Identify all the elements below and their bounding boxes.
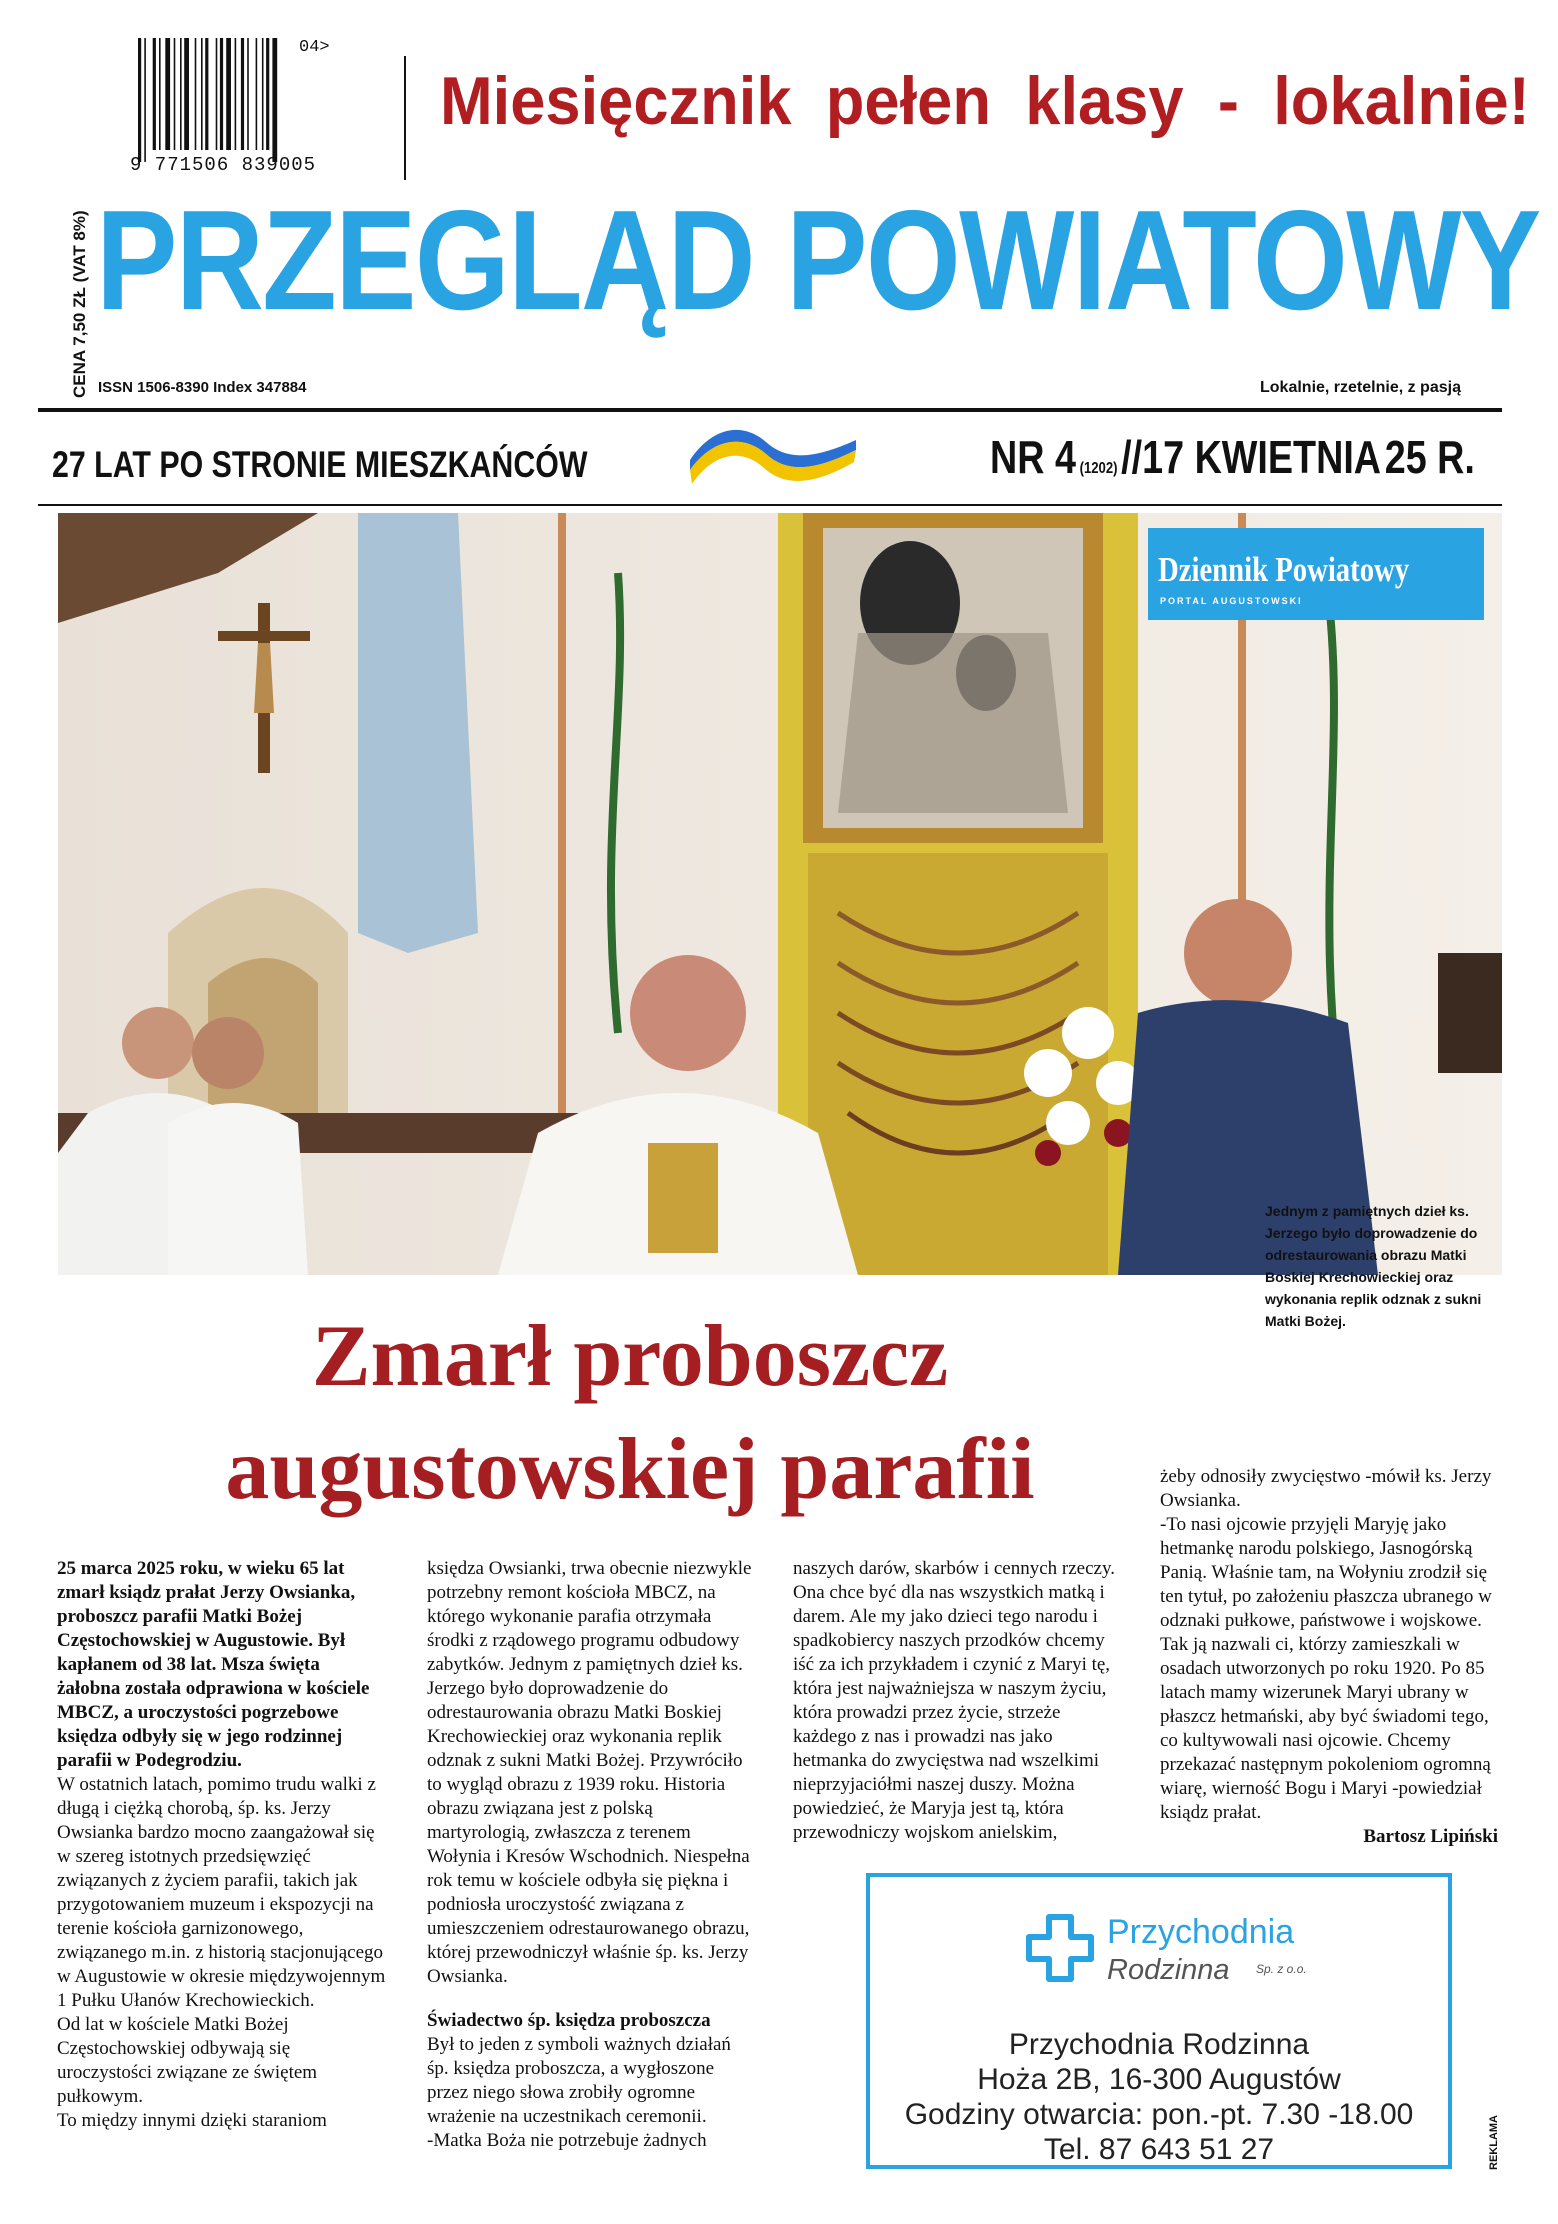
article-column-1 <box>57 1557 387 2133</box>
paragraph: naszych darów, skarbów i cennych rzeczy. Ona chce być dla nas wszystkich matką i darem. Ale my jako dzieci tego narodu i spadkobiercy naszych przodków chcemy iść za ich przykładem i czynić z Maryi tę, która jest najważniejsza w naszym życiu, która prowadzi przez życie, strzeże każdego z nas i prowadzi nas jako hetmanka do zwycięstwa nad wszelkimi nieprzyjaciółmi naszej duszy. Można powiedzieć, że Maryja jest tą, która przewodniczy wojskom anielskim, <box>793 1558 1115 1843</box>
clinic-logo-subtext: Rodzinna <box>1107 1954 1230 1986</box>
barcode-bar <box>247 38 249 150</box>
masthead-title: PRZEGLĄD POWIATOWY <box>96 181 1540 340</box>
clinic-logo-text: Przychodnia <box>1107 1913 1295 1951</box>
price-label: CENA 7,50 ZŁ (VAT 8%) <box>70 210 89 398</box>
barcode-bar <box>184 38 189 150</box>
barcode-bar <box>262 38 264 150</box>
author-signature: Bartosz Lipiński <box>1363 1826 1498 1847</box>
headline-line-1: Zmarł proboszcz <box>311 1308 949 1405</box>
article-headline <box>80 1300 1180 1526</box>
header-divider <box>404 56 406 180</box>
clinic-phone: Tel. 87 643 51 27 <box>1043 2133 1275 2166</box>
clinic-logo-suffix: Sp. z o.o. <box>1256 1962 1307 1976</box>
issn-info: ISSN 1506-8390 Index 347884 <box>98 379 307 396</box>
issue-year: 25 R. <box>1384 431 1475 483</box>
clinic-name: Przychodnia Rodzinna <box>1008 2028 1310 2061</box>
flag-ribbon-icon <box>688 422 858 494</box>
photo-caption: Jednym z pamiętnych dzieł ks. Jerzego było doprowadzenie do odrestaurowania obrazu Matki Boskiej Krechowieckiej oraz wykonania replik odznak z sukni Matki Bożej. <box>1265 1203 1482 1329</box>
barcode-bar <box>216 38 218 150</box>
paragraph: W ostatnich latach, pomimo trudu walki z długą i ciężką chorobą, śp. ks. Jerzy Owsianka bardzo mocno zaangażował się w szereg istotnych przedsięwzięć związanych z życiem parafii, takich jak przygotowaniem muzeum i ekspozycji na terenie kościoła garnizonowego, związanego m.in. z historią stacjonującego w Augustowie w okresie międzywojennym 1 Pułku Ułanów Krechowieckich. <box>57 1774 386 2011</box>
slogan: Miesięcznik pełen klasy - lokalnie! <box>440 63 1530 139</box>
article-subheading: Świadectwo śp. księdza proboszcza <box>427 2010 711 2031</box>
barcode-bar <box>235 38 237 150</box>
paragraph: -Matka Boża nie potrzebuje żadnych <box>427 2130 707 2151</box>
barcode-digits: 9 771506 839005 <box>130 154 317 176</box>
portal-badge <box>1148 528 1484 620</box>
portal-badge-subtitle: PORTAL AUGUSTOWSKI <box>1160 596 1303 606</box>
headline-line-2: augustowskiej parafii <box>225 1421 1035 1518</box>
article-column-2 <box>427 1557 757 2153</box>
barcode-bar <box>241 38 244 150</box>
issue-info <box>990 430 1475 484</box>
since-tagline: 27 LAT PO STRONIE MIESZKAŃCÓW <box>52 444 588 485</box>
barcode-bar <box>159 38 161 150</box>
barcode-addon: 04> <box>299 38 330 57</box>
barcode-bar <box>180 38 182 150</box>
issue-date: //17 KWIETNIA <box>1121 431 1382 483</box>
barcode-bar <box>174 38 176 150</box>
portal-badge-title: Dziennik Powiatowy <box>1158 550 1410 589</box>
paragraph: żeby odnosiły zwycięstwo -mówił ks. Jerzy Owsianka. <box>1160 1466 1492 1511</box>
barcode-bar <box>165 38 170 150</box>
barcode-bar <box>266 38 269 150</box>
barcode <box>138 38 316 162</box>
barcode-bar <box>220 38 223 150</box>
ad-label: REKLAMA <box>1488 2115 1500 2170</box>
header-rule <box>38 408 1502 412</box>
issue-number: NR 4 <box>990 431 1076 483</box>
clinic-hours: Godziny otwarcia: pon.-pt. 7.30 -18.00 <box>904 2098 1414 2131</box>
barcode-bar <box>272 38 277 162</box>
motto: Lokalnie, rzetelnie, z pasją <box>1260 379 1461 396</box>
paragraph: Od lat w kościele Matki Bożej Częstochowskiej odbywają się uroczystości związane ze świętem pułkowym. <box>57 2014 318 2107</box>
church-photo <box>58 513 1502 1275</box>
barcode-bar <box>138 38 141 162</box>
barcode-bar <box>201 38 203 150</box>
paragraph: To między innymi dzięki staraniom <box>57 2110 327 2131</box>
header-rule-bottom <box>38 504 1502 506</box>
article-column-4 <box>1160 1465 1498 1849</box>
barcode-bar <box>256 38 258 150</box>
barcode-bar <box>144 38 146 162</box>
medical-cross-icon <box>1025 1913 1095 1983</box>
paragraph: Był to jeden z symboli ważnych działań śp. księdza proboszcza, a wygłoszone przez niego słowa zrobiły ogromne wrażenie na uczestnikach ceremonii. <box>427 2034 731 2127</box>
barcode-bar <box>153 38 156 150</box>
barcode-bar <box>205 38 208 150</box>
clinic-address: Hoża 2B, 16-300 Augustów <box>977 2063 1341 2096</box>
article-lead: 25 marca 2025 roku, w wieku 65 lat zmarł ksiądz prałat Jerzy Owsianka, proboszcz parafii Matki Bożej Częstochowskiej w Augustowie. Był kapłanem od 38 lat. Msza święta żałobna została odprawiona w kościele MBCZ, a uroczystości pogrzebowe księdza odbyły się w jego rodzinnej parafii w Podegrodziu. <box>57 1558 370 1771</box>
issue-total: (1202) <box>1079 460 1118 477</box>
paragraph: księdza Owsianki, trwa obecnie niezwykle potrzebny remont kościoła MBCZ, na którego wykonanie parafia otrzymała środki z rządowego programu odbudowy zabytków. Jednym z pamiętnych dzieł ks. Jerzego było doprowadzenie do odrestaurowania obrazu Matki Boskiej Krechowieckiej oraz wykonania replik odznak z sukni Matki Bożej. Przywróciło to wygląd obrazu z 1939 roku. Historia obrazu związana jest z polską martyrologią, zwłaszcza z terenem Wołynia i Kresów Wschodnich. Niespełna rok temu w kościele odbyła się piękna i podniosła uroczystość związana z umieszczeniem odrestaurowanego obrazu, której przewodniczył właśnie śp. ks. Jerzy Owsianka. <box>427 1558 752 1987</box>
barcode-bar <box>195 38 197 150</box>
cover-photo <box>58 513 1502 1275</box>
paragraph: -To nasi ojcowie przyjęli Maryję jako hetmankę narodu polskiego, Jasnogórską Panią. Właśnie tam, na Wołyniu zrodził się ten tytuł, po założeniu płaszcza ubranego w odznaki pułkowe, państwowe i wojskowe. Tak ją nazwali ci, którzy zamieszkali w osadach utworzonych po roku 1920. Po 85 latach mamy wizerunek Maryi ubrany w płaszcz hetmański, aby być świadomi tego, co kultywowali nasi ojcowie. Chcemy przekazać następnym pokoleniom ogromną wiarę, wierność Bogu i Maryi -powiedział ksiądz prałat. <box>1160 1514 1492 1823</box>
clinic-advertisement <box>866 1873 1452 2169</box>
barcode-bar <box>226 38 231 150</box>
article-column-3 <box>793 1557 1123 1845</box>
